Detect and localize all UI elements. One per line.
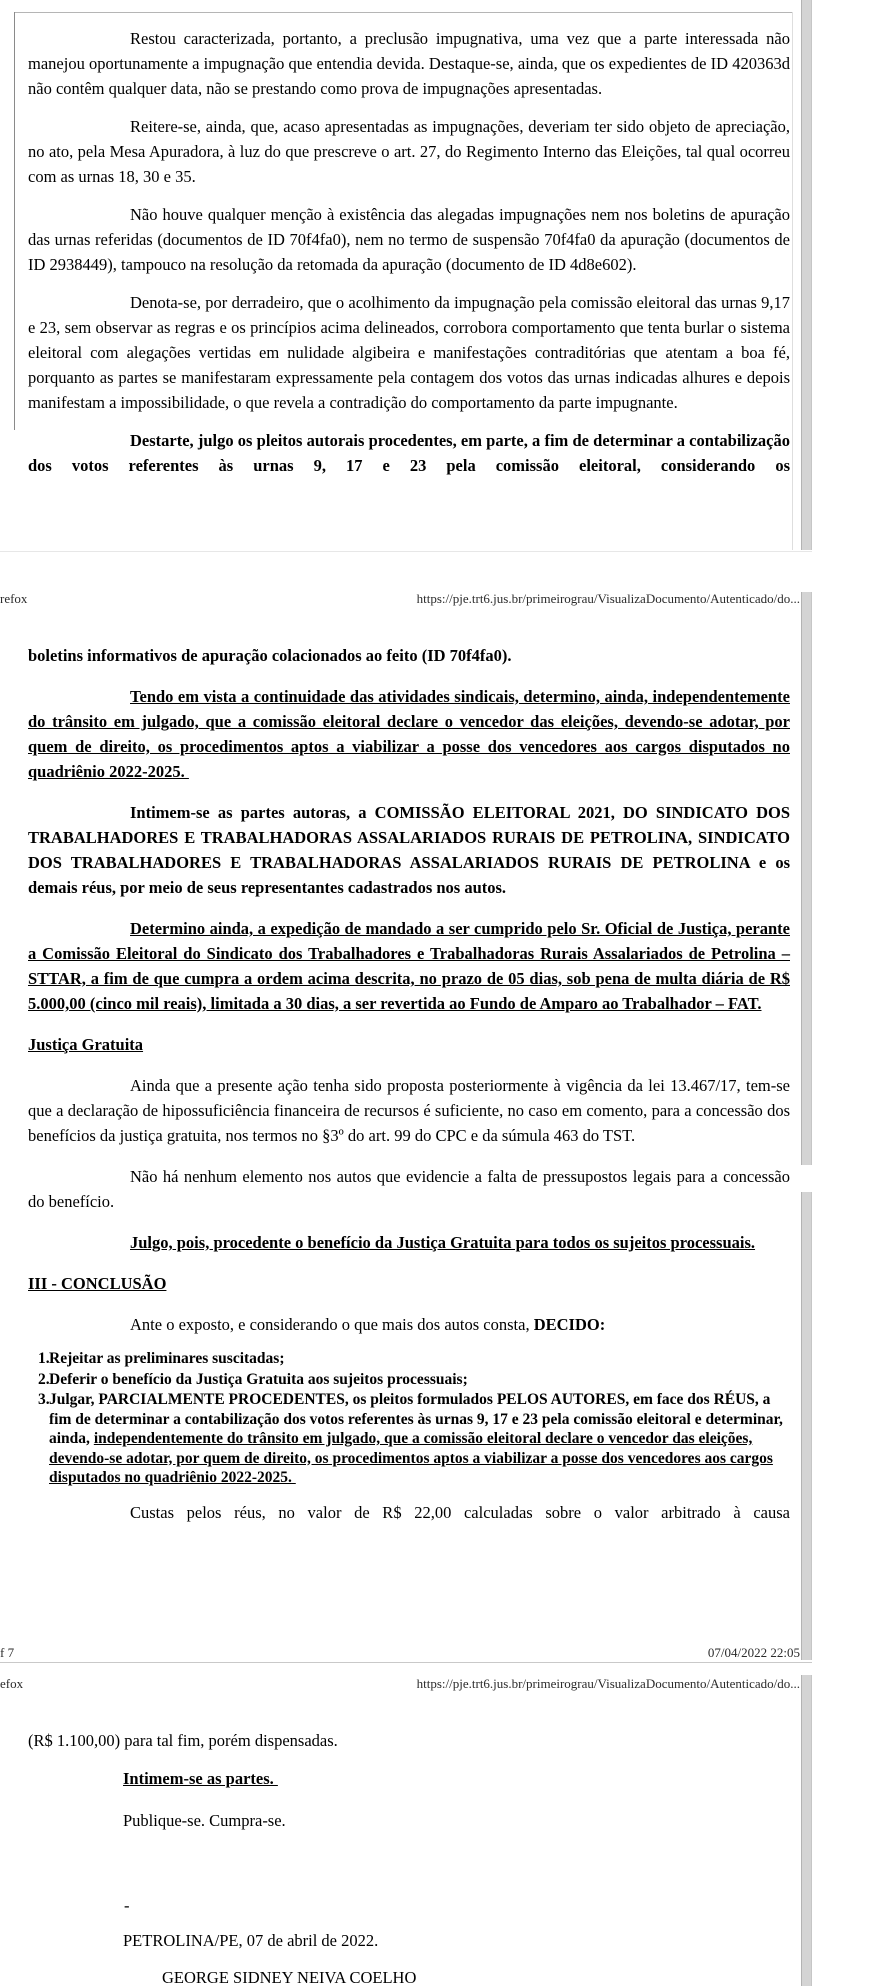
screenshot-seam-2	[0, 1662, 812, 1663]
decision-item-text: Deferir o benefício da Justiça Gratuita aos sujeitos processuais;	[49, 1370, 468, 1388]
document-page-fragment-2	[28, 643, 790, 1541]
paragraph-intimem-se-partes: Intimem-se as partes.	[123, 1769, 278, 1788]
decision-item-number: 3.	[38, 1391, 50, 1408]
paragraph-denota-se: Denota-se, por derradeiro, que o acolhimento da impugnação pela comissão eleitoral das urnas 9,17 e 23, sem observar as regras e os princípios acima delineados, corrobora comportamento que tenta burlar o sistema eleitoral com alegações vertidas em nulidade algibeira e manifestações contraditórias que atentam a boa fé, porquanto as partes se manifestaram expressamente pela contagem dos votos das urnas indicadas alhures e depois manifestam a impossibilidade, o que revela a contradição do comportamento da parte impugnante.	[28, 293, 790, 412]
decision-item-number: 1.	[38, 1350, 50, 1367]
paragraph-julgo-procedente-jg: Julgo, pois, procedente o benefício da Justiça Gratuita para todos os sujeitos processuais.	[130, 1233, 756, 1252]
paragraph-publique-se: Publique-se. Cumpra-se.	[123, 1811, 286, 1830]
paragraph-tendo-em-vista: Tendo em vista a continuidade das atividades sindicais, determino, ainda, independentemente do trânsito em julgado, que a comissão eleitoral declare o vencedor das eleições, devendo-se adotar, por quem de direito, os procedimentos aptos a viabilizar a posse dos vencedores aos cargos disputados no quadriênio 2022-2025.	[28, 687, 790, 781]
page-number-cropped: f 7	[0, 1645, 15, 1660]
heading-conclusao: III - CONCLUSÃO	[28, 1274, 167, 1293]
paragraph-ainda-que-acao: Ainda que a presente ação tenha sido proposta posteriormente à vigência da lei 13.467/17, tem-se que a declaração de hipossuficiência financeira de recursos é suficiente, no caso em comento, para a concessão dos benefícios da justiça gratuita, nos termos no §3º do art. 99 do CPC e da súmula 463 do TST.	[28, 1076, 790, 1145]
decision-item-1	[38, 1349, 790, 1369]
decision-item-3	[38, 1390, 790, 1488]
page-border-left	[14, 12, 15, 430]
paragraph-boletins-informativos: boletins informativos de apuração colacionados ao feito (ID 70f4fa0).	[28, 646, 512, 665]
browser-name-cropped: refox	[0, 591, 28, 606]
paragraph-preclusao-impugnativa: Restou caracterizada, portanto, a preclusão impugnativa, uma vez que a parte interessada não manejou oportunamente a impugnação que entendia devida. Destaque-se, ainda, que os expedientes de ID 420363d não contêm qualquer data, não se prestando como prova de impugnações apresentadas.	[28, 29, 790, 98]
screenshot-seam-1	[0, 551, 812, 552]
paragraph-nao-ha-elemento: Não há nenhum elemento nos autos que evidencie a falta de pressupostos legais para a concessão do benefício.	[28, 1167, 790, 1211]
document-page-fragment-1	[28, 26, 790, 491]
decido-keyword: DECIDO:	[533, 1315, 606, 1334]
paragraph-valor-dispensadas: (R$ 1.100,00) para tal fim, porém dispensadas.	[28, 1731, 338, 1750]
browser-name-cropped: efox	[0, 1676, 24, 1691]
paragraph-destarte-julgo: Destarte, julgo os pleitos autorais procedentes, em parte, a fim de determinar a contabilização dos votos referentes às urnas 9, 17 e 23 pela comissão eleitoral, considerando os	[28, 431, 790, 475]
scrollbar-segment-4[interactable]	[801, 1675, 812, 1986]
document-url: https://pje.trt6.jus.br/primeirograu/VisualizaDocumento/Autenticado/do...	[416, 591, 800, 606]
decision-item-number: 2.	[38, 1370, 50, 1388]
document-url: https://pje.trt6.jus.br/primeirograu/VisualizaDocumento/Autenticado/do...	[416, 1676, 800, 1691]
paragraph-reitere-se: Reitere-se, ainda, que, acaso apresentadas as impugnações, deveriam ter sido objeto de apreciação, no ato, pela Mesa Apuradora, à luz do que prescreve o art. 27, do Regimento Interno das Eleições, tal qual ocorreu com as urnas 18, 30 e 35.	[28, 117, 790, 186]
decido-lead-text: Ante o exposto, e considerando o que mais dos autos consta,	[130, 1315, 534, 1334]
paragraph-local-data: PETROLINA/PE, 07 de abril de 2022.	[123, 1931, 379, 1950]
decision-item-text-plain: Julgar, PARCIALMENTE PROCEDENTES, os pleitos formulados PELOS AUTORES, em face dos RÉUS, a fim de determinar a contabilização dos votos referentes às urnas 9, 17 e 23 pela comissão eleitoral e determinar, ainda,	[49, 1391, 783, 1447]
page-border-top	[14, 12, 793, 13]
decision-list	[38, 1349, 790, 1488]
print-header-1	[0, 591, 800, 607]
judge-name: GEORGE SIDNEY NEIVA COELHO	[162, 1968, 417, 1986]
print-timestamp: 07/04/2022 22:05	[707, 1645, 800, 1660]
print-footer	[0, 1645, 800, 1661]
paragraph-determino-mandado: Determino ainda, a expedição de mandado a ser cumprido pelo Sr. Oficial de Justiça, perante a Comissão Eleitoral do Sindicato dos Trabalhadores e Trabalhadoras Rurais Assalariados de Petrolina – STTAR, a fim de que cumpra a ordem acima descrita, no prazo de 05 dias, sob pena de multa diária de R$ 5.000,00 (cinco mil reais), limitada a 30 dias, a ser revertida ao Fundo de Amparo ao Trabalhador – FAT.	[28, 919, 790, 1013]
decision-item-2	[38, 1370, 790, 1390]
page-border-right	[792, 12, 793, 550]
paragraph-intimem-se-autoras: Intimem-se as partes autoras, a COMISSÃO ELEITORAL 2021, DO SINDICATO DOS TRABALHADORES E TRABALHADORAS ASSALARIADOS RURAIS DE PETROLINA, SINDICATO DOS TRABALHADORES E TRABALHADORAS ASSALARIADOS RURAIS DE PETROLINA e os demais réus, por meio de seus representantes cadastrados nos autos.	[28, 803, 790, 897]
print-header-2	[0, 1676, 800, 1692]
decision-item-text-underlined: independentemente do trânsito em julgado, que a comissão eleitoral declare o vencedor das eleições, devendo-se adotar, por quem de direito, os procedimentos aptos a viabilizar a posse dos vencedores aos cargos disputados no quadriênio 2022-2025.	[49, 1430, 773, 1486]
paragraph-ante-o-exposto	[28, 1312, 790, 1337]
paragraph-nao-houve-mencao: Não houve qualquer menção à existência das alegadas impugnações nem nos boletins de apuração das urnas referidas (documentos de ID 70f4fa0), nem no termo de suspensão 70f4fa0 da apuração (documentos de ID 2938449), tampouco na resolução da retomada da apuração (documento de ID 4d8e602).	[28, 205, 790, 274]
scrollbar-segment-2[interactable]	[801, 592, 812, 1165]
paragraph-custas: Custas pelos réus, no valor de R$ 22,00 calculadas sobre o valor arbitrado à causa	[130, 1502, 790, 1522]
paragraph-dash: -	[124, 1896, 130, 1915]
heading-justica-gratuita: Justiça Gratuita	[28, 1035, 144, 1054]
decision-item-text: Rejeitar as preliminares suscitadas;	[49, 1350, 285, 1367]
scrollbar-segment-3[interactable]	[801, 1192, 812, 1660]
document-page-fragment-3	[28, 1728, 790, 1986]
scrollbar-segment-1[interactable]	[801, 0, 812, 550]
